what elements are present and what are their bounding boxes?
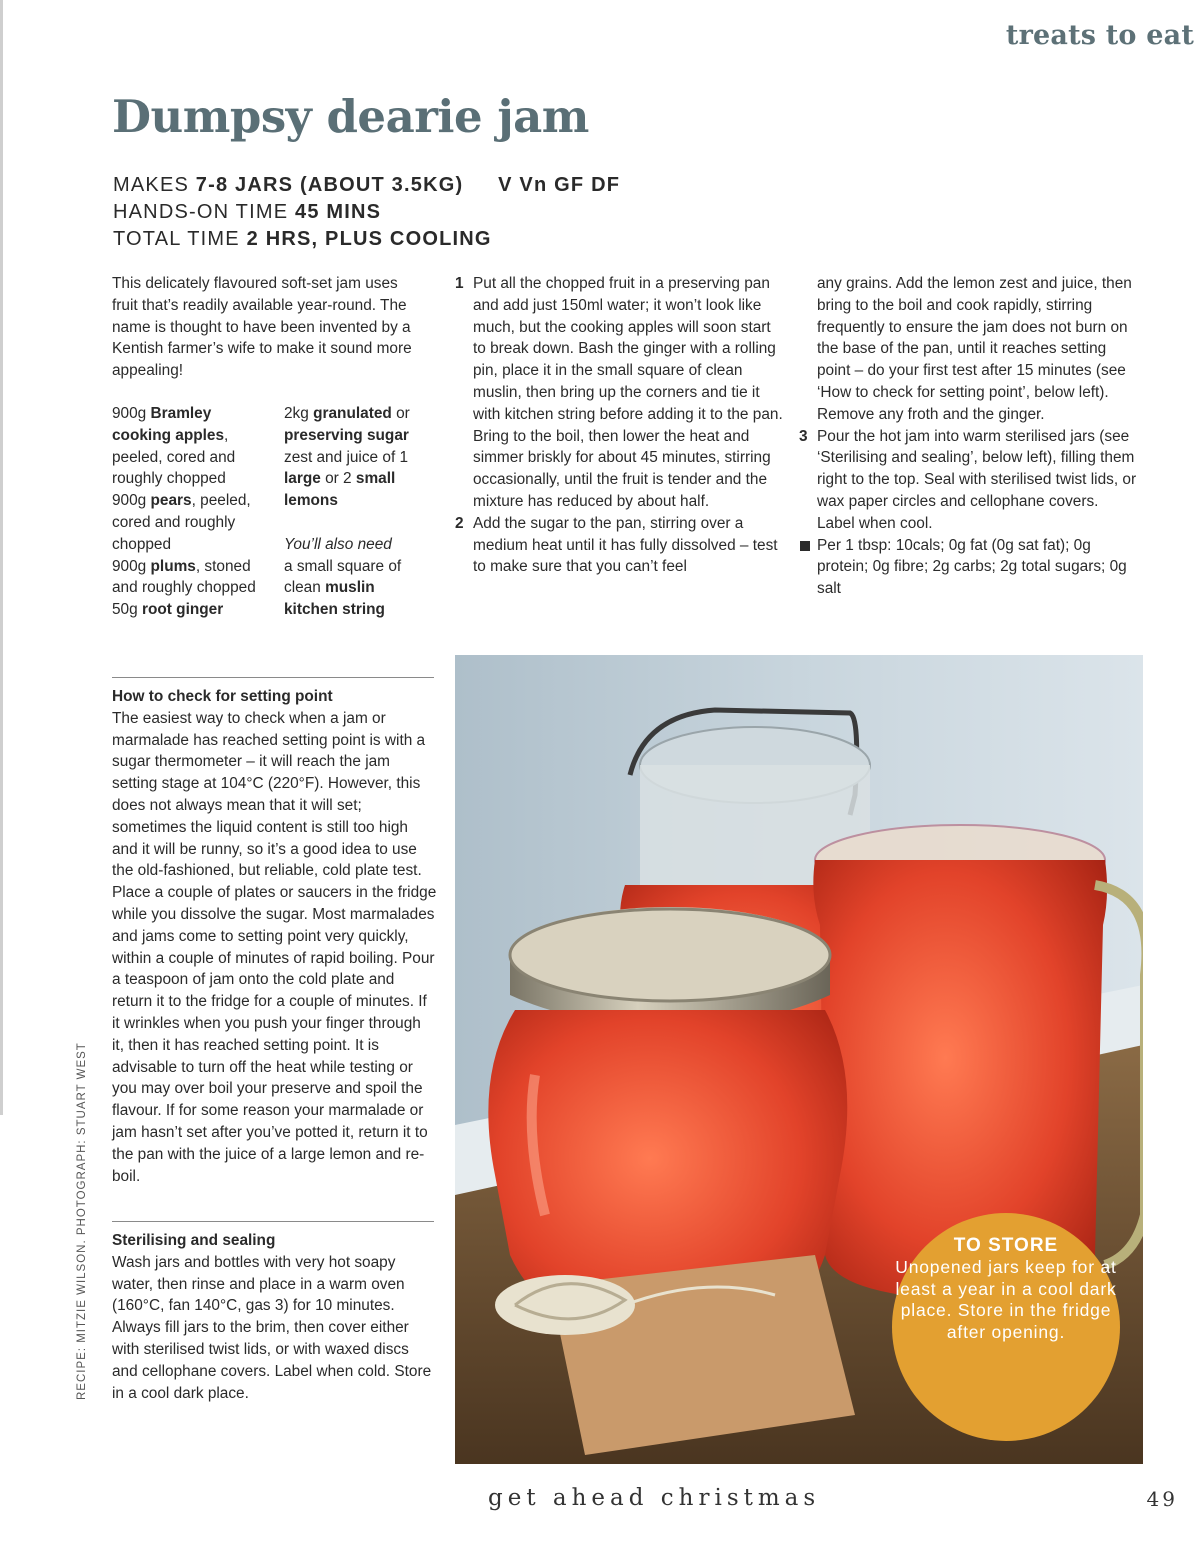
ingredient-name: preserving sugar [284, 426, 409, 444]
divider [112, 677, 434, 678]
box-body: Wash jars and bottles with very hot soapy water, then rinse and place in a warm oven (160°C, fan 140°C, gas 3) for 10 minutes. Always fill jars to the brim, then cover either with sterilised twist lids, or with waxed discs and cellophane covers. Label when cold. Store in a cool dark place. [112, 1253, 432, 1402]
total-time-row [113, 226, 620, 253]
ingredient-qty: 50g [112, 601, 138, 619]
handson-label: HANDS-ON TIME [113, 201, 289, 223]
handson-value: 45 MINS [295, 201, 382, 223]
ingredient-name: Bramley cooking apples [112, 405, 225, 444]
makes-label: MAKES [113, 174, 190, 196]
ingredient-apples: 900g Bramley cooking apples, peeled, cored and roughly chopped [112, 405, 236, 488]
box-body: The easiest way to check when a jam or marmalade has reached setting point is with a sugar thermometer – it will reach the jam setting stage at 104°C (220°F). However, this does not always mean that it will set; sometimes the liquid content is still too high and it will be runny, so it’s a good idea to use the old-fashioned, but reliable, cold plate test. Place a couple of plates or saucers in the fridge while you dissolve the sugar. Most marmalades and jams come to setting point very quickly, within a couple of minutes of rapid boiling. Pour a teaspoon of jam onto the cold plate and return it to the fridge for a couple of minutes. If it wrinkles when you push your finger through it, then it has reached setting point. It is advisable to turn off the heat while testing or you may over boil your preserve and spoil the flavour. If for some reason your marmalade or jam hasn’t set after you’ve potted it, return it to the pan with the juice of a large lemon and re-boil. [112, 709, 437, 1185]
step-text: Add the sugar to the pan, stirring over a medium heat until it has fully dissolved – test to make sure that you can’t feel [473, 514, 778, 576]
page-number: 49 [1146, 1487, 1178, 1511]
ingredient-or: or [325, 470, 339, 488]
step-number: 1 [455, 275, 464, 292]
step-text: Bring to the boil, then lower the heat and simmer briskly for about 45 minutes, stirring occasionally, until the fruit is tender and the mixture has reduced by about half. [473, 427, 771, 510]
total-time-label: TOTAL TIME [113, 228, 240, 250]
ingredient-sugar [284, 403, 434, 447]
step-number: 2 [455, 514, 464, 532]
footer-magazine: get ahead christmas [488, 1485, 821, 1511]
method-step-2-cont [799, 273, 1139, 426]
page-edge [0, 0, 3, 1115]
step-text: Put all the chopped fruit in a preserving pan and add just 150ml water; it won’t look like much, but the cooking apples will soon start to break down. Bash the ginger with a rolling pin, place it in the small square of clean muslin, then bring up the corners and tie it with kitchen string before adding it to the pan. [473, 275, 783, 423]
total-time-value: 2 HRS, PLUS COOLING [246, 228, 492, 250]
makes-row [113, 172, 620, 199]
nutrition-info [799, 535, 1139, 600]
intro-text [112, 273, 422, 382]
ingredient-name: root ginger [141, 601, 224, 619]
step-text: Pour the hot jam into warm sterilised jars (see ‘Sterilising and sealing’, below left), filling them right to the top. Seal with sterilised twist lids, or wax paper circles and cellophane covers. Label when cool. [817, 427, 1137, 532]
box-title: How to check for setting point [112, 688, 333, 705]
step-number: 3 [799, 427, 808, 445]
ingredient-name: large [284, 470, 321, 488]
intro-paragraph: This delicately flavoured soft-set jam uses fruit that’s readily available year-round. The name is thought to have been invented by a Kentish farmer’s wife to make it sound more appealing! [112, 275, 412, 380]
ingredient-ginger [112, 599, 272, 621]
to-store-badge [892, 1213, 1120, 1441]
sterilising-box [112, 1230, 437, 1404]
ingredient-note: peeled, cored and roughly chopped [112, 492, 251, 553]
equipment-muslin: muslin [325, 579, 375, 597]
recipe-meta [113, 172, 620, 253]
box-title: Sterilising and sealing [112, 1232, 276, 1249]
divider [112, 1221, 434, 1222]
setting-point-box [112, 686, 437, 1187]
also-need-heading: You’ll also need [284, 535, 392, 553]
ingredient-lemons [284, 447, 434, 512]
ingredient-qty: 900g [112, 492, 147, 510]
ingredient-qty: 2kg [284, 405, 309, 422]
ingredient-plums: 900g plums, stoned and roughly chopped [112, 557, 256, 597]
nutrition-text: Per 1 tbsp: 10cals; 0g fat (0g sat fat); 0g protein; 0g fibre; 2g carbs; 2g total sugars; 0g salt [817, 536, 1127, 598]
badge-body: Unopened jars keep for at least a year in a cool dark place. Store in the fridge after opening. [895, 1257, 1117, 1343]
ingredient-qty: 2 [343, 470, 352, 488]
handson-row [113, 199, 620, 226]
method-step-3 [799, 426, 1139, 535]
method-step-1 [455, 273, 785, 513]
ingredient-or: or [396, 405, 410, 422]
ingredient-note: zest and juice of 1 [284, 448, 409, 466]
section-tag: treats to eat [1005, 20, 1194, 51]
step-text: any grains. Add the lemon zest and juice, then bring to the boil and cook rapidly, stirring frequently to ensure the jam does not burn on the base of the pan, until it reaches setting point – do your first test after 15 minutes (see ‘How to check for setting point’, below left). Remove any froth and the ginger. [817, 275, 1132, 423]
ingredient-qty: 900g [112, 557, 147, 575]
method-step-2 [455, 513, 785, 578]
recipe-title: Dumpsy dearie jam [112, 90, 589, 143]
equipment-note: a small square of clean [284, 557, 402, 597]
badge-title: TO STORE [953, 1235, 1059, 1256]
ingredient-qty: 900g [112, 405, 147, 422]
also-need-block [284, 534, 434, 621]
ingredient-name: pears [150, 492, 192, 510]
photo-credit: RECIPE: MITZIE WILSON. PHOTOGRAPH: STUART WEST [76, 1042, 88, 1400]
ingredient-note: peeled, cored and roughly chopped [112, 448, 236, 488]
ingredient-list-1 [112, 403, 272, 621]
method-column-2 [799, 273, 1139, 600]
ingredient-name: granulated [313, 405, 392, 422]
equipment-string: kitchen string [284, 601, 385, 619]
ingredient-note: stoned and roughly chopped [112, 557, 256, 597]
diet-codes: V Vn GF DF [498, 174, 621, 196]
ingredient-pears: 900g pears, peeled, cored and roughly chopped [112, 492, 251, 553]
ingredient-list-2 [284, 403, 434, 621]
ingredient-name: small lemons [284, 470, 396, 510]
method-column-1 [455, 273, 785, 578]
square-bullet-icon [800, 541, 810, 551]
makes-value: 7-8 JARS (ABOUT 3.5KG) [195, 174, 464, 196]
ingredient-name: plums [150, 557, 196, 575]
